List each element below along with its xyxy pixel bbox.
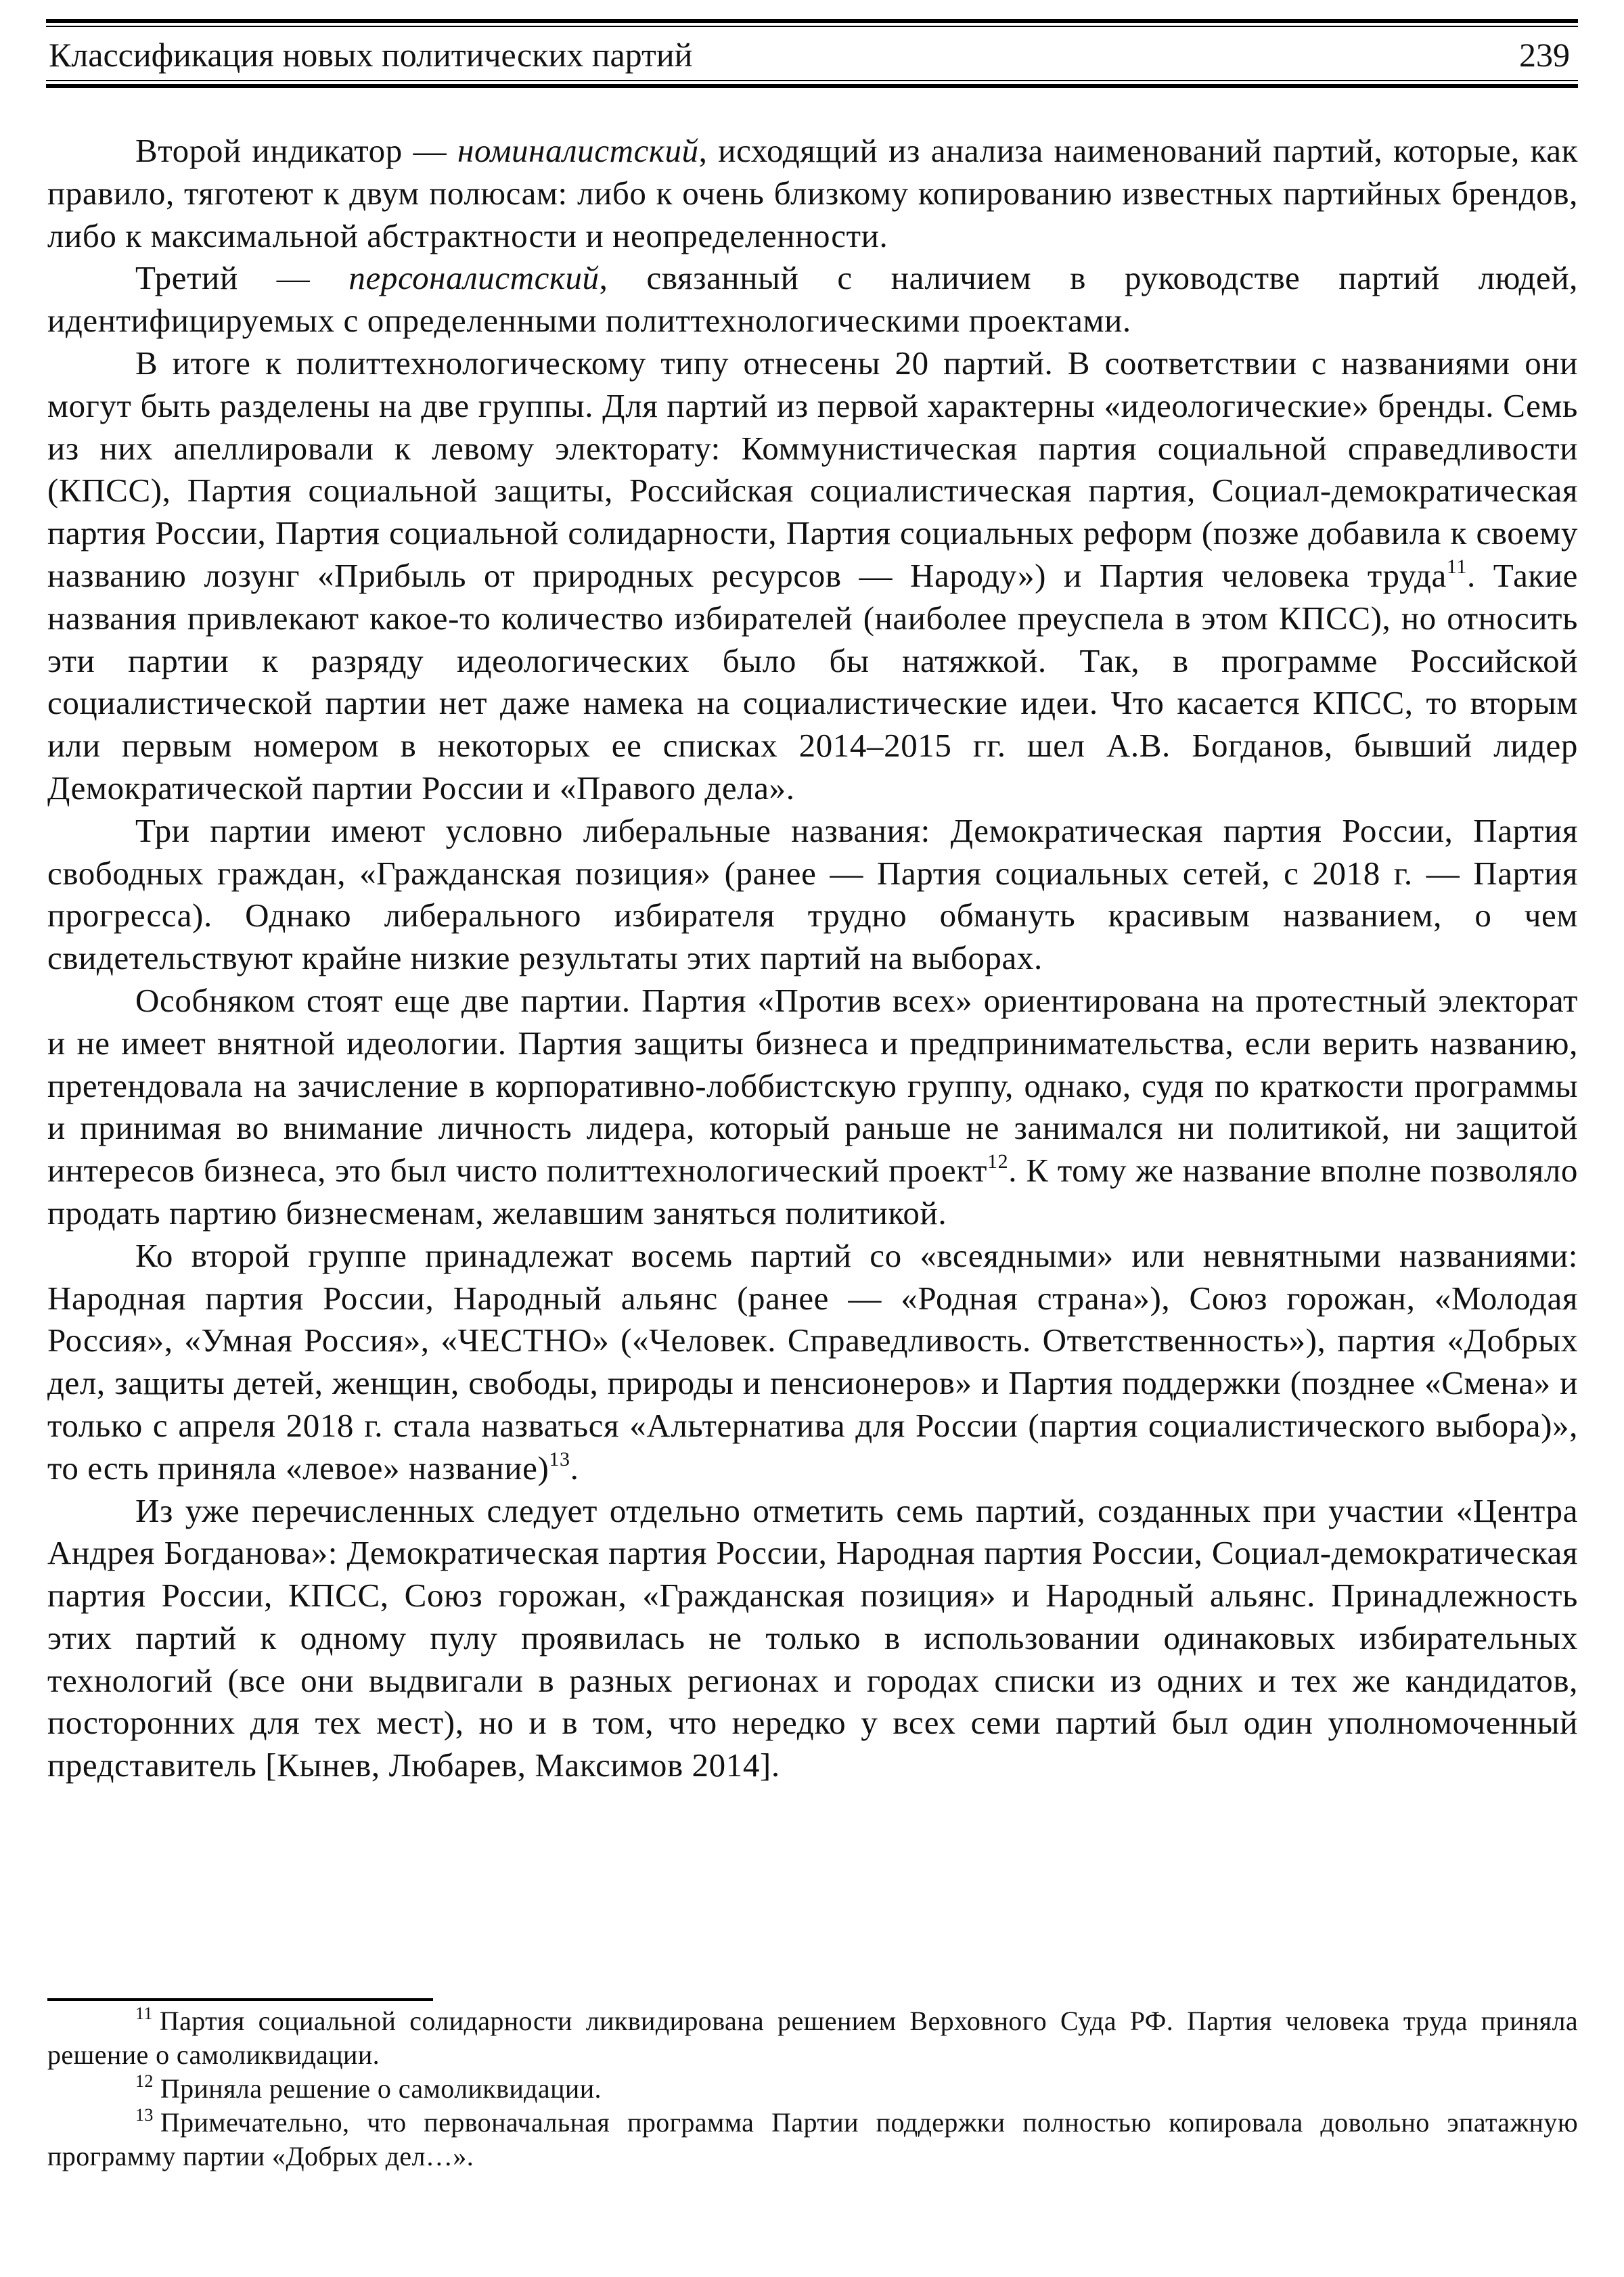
text-run: Три партии имеют условно либеральные названия: Демократическая партия России, Партия свободных граждан, «Гражданская позиция» (ранее — Партия социальных сетей, с 2018 г. — Партия прогресса). Однако либерального избирателя трудно обмануть красивым названием, о чем свидетельствуют крайне низкие результаты этих партий на выборах. (47, 811, 1578, 977)
text-run: В итоге к политтехнологическому типу отнесены 20 партий. В соответствии с названиями они могут быть разделены на две группы. Для партий из первой характерны «идеологические» бренды. Семь из них апеллировали к левому электорату: Коммунистическая партия социальной справедливости (КПСС), Партия социальной защиты, Российская социалистическая партия, Социал-демократическая партия России, Партия социальной солидарности, Партия социальных реформ (позже добавила к своему названию лозунг «Прибыль от природных ресурсов — Народу») и Партия человека труда (47, 344, 1578, 594)
paragraph (47, 130, 1578, 257)
footnote (47, 2004, 1578, 2072)
header-bottom-thin-rule (46, 80, 1578, 81)
footnote (47, 2106, 1578, 2173)
text-run: Особняком стоят еще две партии. Партия «Против всех» ориентирована на протестный электорат и не имеет внятной идеологии. Партия защиты бизнеса и предпринимательства, если верить названию, претендовала на зачисление в корпоративно-лоббистскую группу, однако, судя по краткости программы и принимая во внимание личность лидера, который раньше не занимался ни политикой, ни защитой интересов бизнеса, это был чисто политтехнологический проект (47, 981, 1578, 1190)
paragraph (47, 1235, 1578, 1490)
text-run: . (570, 1449, 579, 1487)
footnote-number: 13 (135, 2105, 154, 2125)
footnote-ref[interactable]: 12 (987, 1150, 1009, 1173)
paragraph (47, 810, 1578, 980)
footnote-number: 12 (135, 2071, 154, 2091)
header-top-thin-rule (46, 26, 1578, 27)
footnote (47, 2072, 1578, 2106)
paragraph (47, 1490, 1578, 1788)
text-run: Второй индикатор — (135, 132, 458, 169)
text-run: Ко второй группе принадлежат восемь партий со «всеядными» или невнятными названиями: Народная партия России, Народный альянс (ранее — «Родная страна»), Союз горожан, «Молодая Россия», «Умная Россия», «ЧЕСТНО» («Человек. Справедливость. Ответственность»), партия «Добрых дел, защиты детей, женщин, свободы, природы и пенсионеров» и Партия поддержки (позднее «Смена» и только с апреля 2018 г. стала назваться «Альтернатива для России (партия социалистического выбора)», то есть приняла «левое» название) (47, 1236, 1578, 1487)
footnotes (47, 2004, 1578, 2173)
page-number: 239 (1519, 36, 1570, 74)
footnote-ref[interactable]: 13 (549, 1447, 570, 1470)
text-run: , исходящий из анализа наименований партий, которые, как правило, тяготеют к двум полюсам: либо к очень близкому копированию известных партийных брендов, либо к максимальной абстрактности и неопределенности. (47, 132, 1578, 254)
footnote-separator (47, 1998, 433, 2001)
running-title: Классификация новых политических партий (49, 36, 693, 74)
footnote-ref[interactable]: 11 (1446, 555, 1467, 578)
footnote-text: Партия социальной солидарности ликвидирована решением Верховного Суда РФ. Партия человека труда приняла решение о самоликвидации. (47, 2006, 1578, 2070)
paragraph (47, 257, 1578, 342)
text-run: . Такие названия привлекают какое-то количество избирателей (наиболее преуспела в этом КПСС), но относить эти партии к разряду идеологических было бы натяжкой. Так, в программе Российской социалистической партии нет даже намека на социалистические идеи. Что касается КПСС, то вторым или первым номером в некоторых ее списках 2014–2015 гг. шел А.В. Богданов, бывший лидер Демократической партии России и «Правого дела». (47, 556, 1579, 807)
paragraph (47, 980, 1578, 1235)
footnote-text: Приняла решение о самоликвидации. (160, 2073, 602, 2104)
text-run: Из уже перечисленных следует отдельно отметить семь партий, созданных при участии «Центра Андрея Богданова»: Демократическая партия России, Народная партия России, Социал-демократическая партия России, КПСС, Союз горожан, «Гражданская позиция» и Народный альянс. Принадлежность этих партий к одному пулу проявилась не только в использовании одинаковых избирательных технологий (все они выдвигали в разных регионах и городах списки из одних и тех же кандидатов, посторонних для тех мест), но и в том, что нередко у всех семи партий был один уполномоченный представитель [Кынев, Любарев, Максимов 2014]. (47, 1491, 1578, 1784)
text-run: Третий — (135, 259, 349, 297)
header-bottom-rule (46, 84, 1578, 88)
text-run: . К тому же название вполне позволяло продать партию бизнесменам, желавшим заняться политикой. (47, 1152, 1578, 1232)
text-run: , связанный с наличием в руководстве партий людей, идентифицируемых с определенными политтехнологическими проектами. (47, 259, 1579, 340)
italic-term: номиналистский (457, 132, 699, 169)
italic-term: персоналистский (348, 259, 600, 297)
footnote-text: Примечательно, что первоначальная программа Партии поддержки полностью копировала довольно эпатажную программу партии «Добрых дел…». (47, 2107, 1578, 2171)
body-text (47, 130, 1578, 1787)
header-top-rule (46, 19, 1578, 23)
footnote-number: 11 (135, 2004, 153, 2023)
paragraph (47, 342, 1578, 810)
